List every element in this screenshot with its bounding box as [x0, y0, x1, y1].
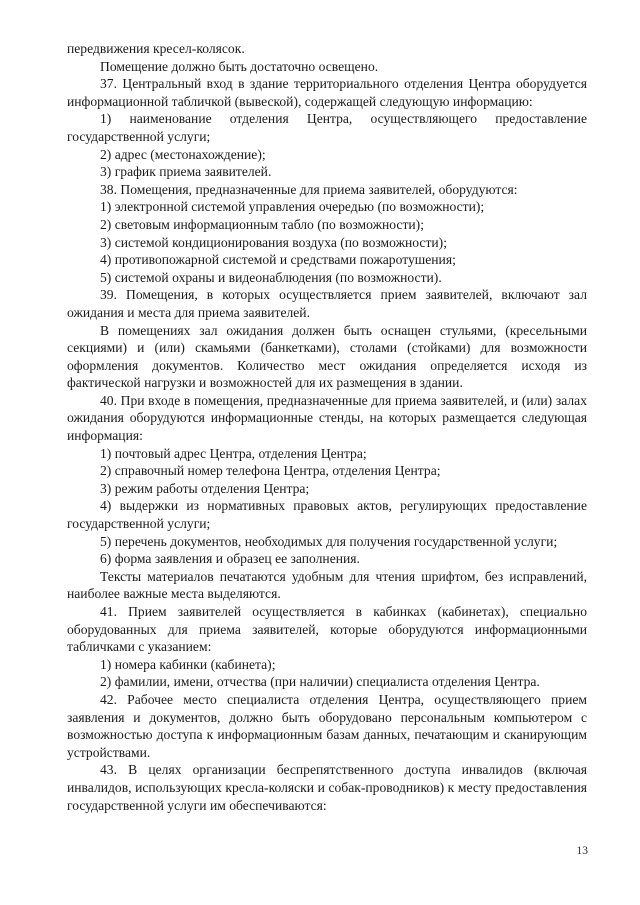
list-item: 2) адрес (местонахождение);	[100, 146, 266, 162]
list-item: 3) график приема заявителей.	[100, 164, 272, 180]
paragraph: 43. В целях организации беспрепятственного доступа инвалидов (включая инвалидов, использующих кресла-коляски и собак-проводников) к месту предоставления государственной услуги им обеспечиваются:	[67, 762, 587, 813]
paragraph: 42. Рабочее место специалиста отделения Центра, осуществляющего прием заявления и документов, должно быть оборудовано персональным компьютером с возможностью доступа к информационным базам данных, печатающим и сканирующим устройствами.	[67, 691, 587, 760]
paragraph: 38. Помещения, предназначенные для приема заявителей, оборудуются:	[100, 181, 518, 197]
list-item: 6) форма заявления и образец ее заполнения.	[100, 551, 360, 567]
page-number: 13	[576, 845, 588, 857]
list-item: 1) номера кабинки (кабинета);	[100, 656, 276, 672]
list-item: 1) наименование отделения Центра, осуществляющего предоставление государственной услуги;	[67, 111, 587, 144]
list-item: 2) световым информационным табло (по возможности);	[100, 216, 424, 232]
list-item: 3) системой кондиционирования воздуха (по возможности);	[100, 234, 447, 250]
list-item: 1) почтовый адрес Центра, отделения Центра;	[100, 445, 367, 461]
list-item: 2) фамилии, имени, отчества (при наличии) специалиста отделения Центра.	[100, 674, 540, 690]
list-item: 3) режим работы отделения Центра;	[100, 480, 310, 496]
list-item: 4) противопожарной системой и средствами пожаротушения;	[100, 252, 456, 268]
paragraph: Помещение должно быть достаточно освещено.	[100, 58, 379, 74]
list-item: 1) электронной системой управления очередью (по возможности);	[100, 199, 485, 215]
paragraph: 41. Прием заявителей осуществляется в кабинках (кабинетах), специально оборудованных для приема заявителей, которые оборудуются информационными табличками с указанием:	[67, 604, 587, 655]
list-item: 2) справочный номер телефона Центра, отделения Центра;	[100, 463, 441, 479]
paragraph: 37. Центральный вход в здание территориального отделения Центра оборудуется информационной табличкой (вывеской), содержащей следующую информацию:	[67, 76, 587, 109]
paragraph: В помещениях зал ожидания должен быть оснащен стульями, (кресельными секциями) и (или) скамьями (банкетками), столами (стойками) для возможности оформления документов. Количество мест ожидания определяется исходя из фактической нагрузки и возможностей для их размещения в здании.	[67, 322, 587, 391]
paragraph: 40. При входе в помещения, предназначенные для приема заявителей, и (или) залах ожидания оборудуются информационные стенды, на которых размещается следующая информация:	[67, 392, 587, 444]
list-item: 4) выдержки из нормативных правовых актов, регулирующих предоставление государственной услуги;	[67, 498, 587, 532]
list-item: 5) системой охраны и видеонаблюдения (по возможности).	[100, 269, 442, 285]
paragraph: 39. Помещения, в которых осуществляется прием заявителей, включают зал ожидания и места для приема заявителей.	[67, 287, 587, 320]
list-item: 5) перечень документов, необходимых для получения государственной услуги;	[100, 533, 558, 549]
paragraph: Тексты материалов печатаются удобным для чтения шрифтом, без исправлений, наиболее важные места выделяются.	[67, 568, 587, 602]
document-body	[67, 40, 587, 814]
paragraph: передвижения кресел-колясок.	[67, 41, 245, 56]
